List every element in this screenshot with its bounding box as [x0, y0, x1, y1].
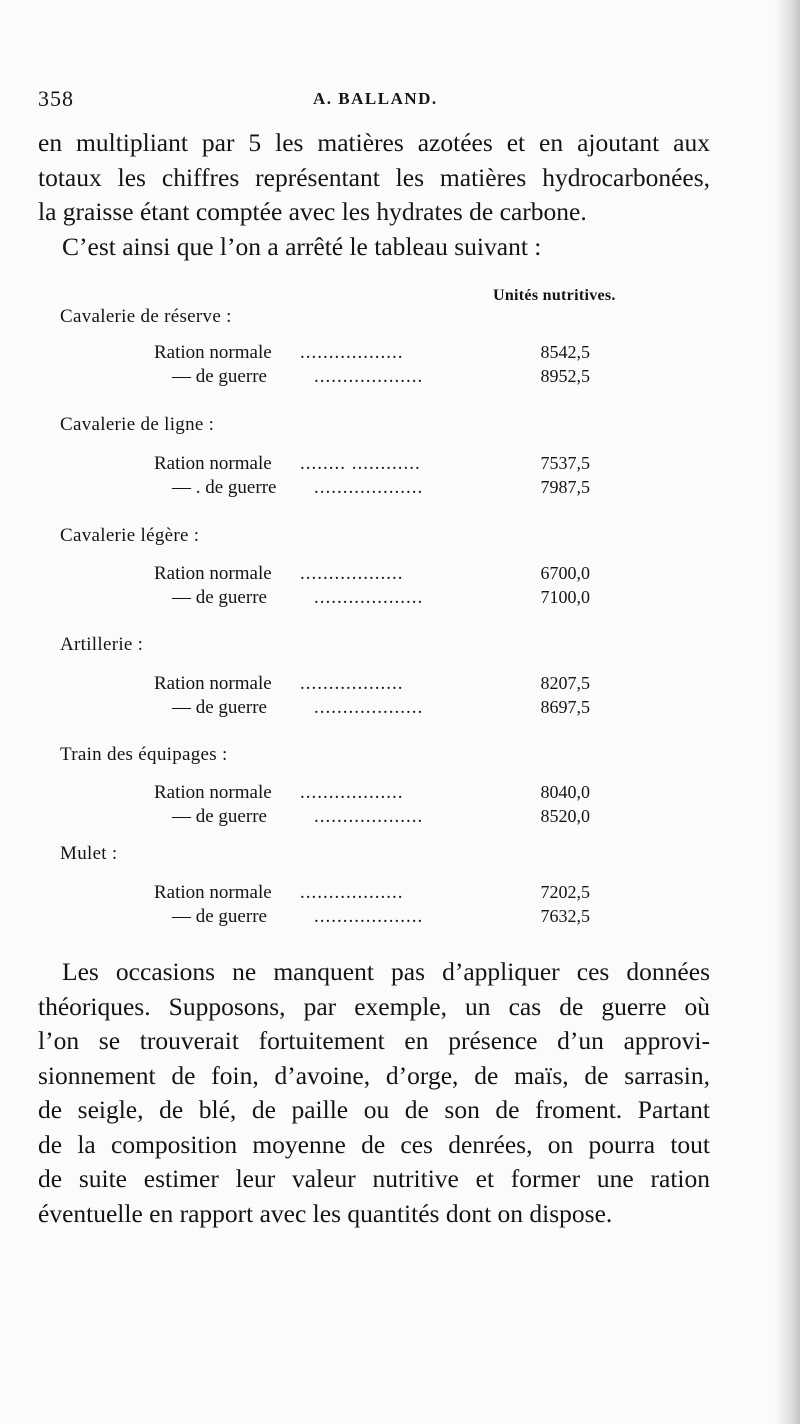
text-line: totaux les chiffres représentant les matières hydrocarbonées,: [38, 162, 710, 192]
row-value: 8697,5: [540, 697, 590, 717]
column-header: Unités nutritives.: [493, 287, 616, 304]
row-label: — de guerre: [172, 697, 267, 718]
text-line: Les occasions ne manquent pas d’appliquer ces données: [62, 957, 710, 986]
leader-dots: ..................: [300, 342, 404, 363]
row-label: Ration normale: [154, 782, 272, 803]
page-header: [38, 86, 760, 116]
row-value: 7987,5: [540, 477, 590, 497]
row-label: Ration normale: [154, 882, 272, 903]
text-line: l’on se trouverait fortuitement en présence d’un approvi-: [38, 1026, 710, 1055]
leader-dots: ..................: [300, 673, 404, 694]
table-row: [154, 806, 590, 830]
row-value: 7632,5: [540, 906, 590, 926]
table-row: [154, 366, 590, 390]
text-line: C’est ainsi que l’on a arrêté le tableau suivant :: [62, 231, 542, 261]
leader-dots: ..................: [300, 563, 404, 584]
row-value: 8542,5: [540, 342, 590, 362]
text-line: de suite estimer leur valeur nutritive et former une ration: [38, 1164, 710, 1193]
row-label: — de guerre: [172, 806, 267, 827]
table-row: [154, 563, 590, 587]
leader-dots: ...................: [314, 697, 424, 718]
row-label: — de guerre: [172, 366, 267, 387]
group-title: Artillerie :: [60, 634, 144, 655]
table-row: [154, 342, 590, 366]
row-value: 8520,0: [540, 806, 590, 826]
row-label: — . de guerre: [172, 477, 277, 498]
table-row: [154, 906, 590, 930]
row-value: 6700,0: [540, 563, 590, 583]
row-label: Ration normale: [154, 453, 272, 474]
leader-dots: ...................: [314, 366, 424, 387]
group-title: Cavalerie légère :: [60, 525, 200, 546]
row-value: 7202,5: [540, 882, 590, 902]
table-row: [154, 697, 590, 721]
row-value: 7537,5: [540, 453, 590, 473]
table-row: [154, 882, 590, 906]
page-number: 358: [38, 86, 74, 111]
closing-paragraph: [38, 955, 710, 1231]
text-line: en multipliant par 5 les matières azotées et en ajoutant aux: [38, 128, 710, 157]
page-edge-shadow: [774, 0, 800, 1424]
group-title: Cavalerie de ligne :: [60, 414, 215, 435]
text-line: la graisse étant comptée avec les hydrates de carbone.: [38, 197, 587, 226]
row-label: Ration normale: [154, 342, 272, 363]
row-label: — de guerre: [172, 587, 267, 608]
text-line: éventuelle en rapport avec les quantités dont on dispose.: [38, 1198, 613, 1228]
text-line: de seigle, de blé, de paille ou de son de froment. Partant: [38, 1095, 710, 1124]
running-head: A. BALLAND.: [313, 89, 438, 108]
intro-paragraph: [38, 126, 710, 264]
leader-dots: ..................: [300, 782, 404, 803]
table-row: [154, 477, 590, 501]
table-row: [154, 782, 590, 806]
leader-dots: ........ ............: [300, 453, 421, 474]
row-value: 7100,0: [540, 587, 590, 607]
table-row: [154, 587, 590, 611]
row-label: — de guerre: [172, 906, 267, 927]
row-label: Ration normale: [154, 673, 272, 694]
group-title: Cavalerie de réserve :: [60, 306, 232, 327]
text-line: de la composition moyenne de ces denrées, on pourra tout: [38, 1129, 710, 1159]
text-line: théoriques. Supposons, par exemple, un cas de guerre où: [38, 991, 710, 1021]
table-row: [154, 673, 590, 697]
table-row: [154, 453, 590, 477]
leader-dots: ..................: [300, 882, 404, 903]
leader-dots: ...................: [314, 906, 424, 927]
row-value: 8040,0: [540, 782, 590, 802]
text-line: sionnement de foin, d’avoine, d’orge, de maïs, de sarrasin,: [38, 1060, 710, 1090]
row-value: 8207,5: [540, 673, 590, 693]
row-value: 8952,5: [540, 366, 590, 386]
group-title: Mulet :: [60, 843, 118, 864]
row-label: Ration normale: [154, 563, 272, 584]
group-title: Train des équipages :: [60, 744, 228, 765]
leader-dots: ...................: [314, 587, 424, 608]
leader-dots: ...................: [314, 806, 424, 827]
leader-dots: ...................: [314, 477, 424, 498]
